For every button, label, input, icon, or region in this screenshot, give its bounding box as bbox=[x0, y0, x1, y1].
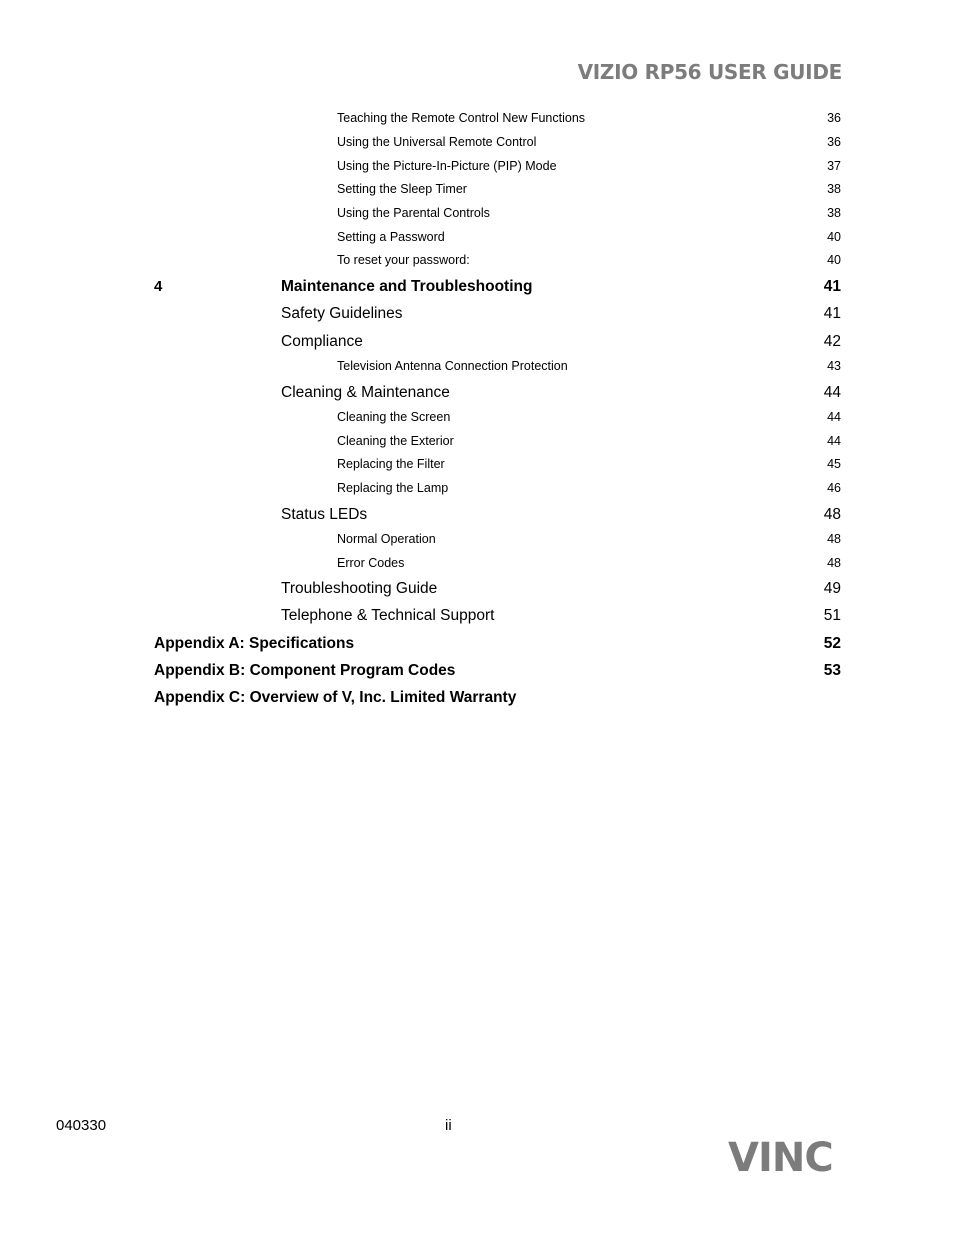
toc-entry-title: To reset your password: bbox=[337, 253, 470, 267]
toc-entry-title: Troubleshooting Guide bbox=[281, 580, 438, 597]
toc-entry-title: Replacing the Lamp bbox=[337, 481, 449, 495]
toc-entry-title: Using the Picture-In-Picture (PIP) Mode bbox=[337, 159, 557, 173]
toc-entry-title: Compliance bbox=[281, 333, 363, 350]
toc-entry[interactable] bbox=[0, 278, 954, 298]
toc-entry[interactable] bbox=[0, 159, 954, 179]
toc-entry-title: Appendix B: Component Program Codes bbox=[154, 662, 456, 679]
toc-entry-page: 44 bbox=[827, 434, 841, 448]
toc-entry-page: 44 bbox=[827, 410, 841, 424]
toc-entry[interactable] bbox=[0, 481, 954, 501]
toc-entry[interactable] bbox=[0, 662, 954, 682]
toc-entry-title: Teaching the Remote Control New Functions bbox=[337, 111, 586, 125]
toc-entry-title: Telephone & Technical Support bbox=[281, 607, 495, 624]
toc-entry[interactable] bbox=[0, 111, 954, 131]
toc-entry-title: Error Codes bbox=[337, 556, 405, 570]
toc-entry-page: 38 bbox=[827, 206, 841, 220]
toc-entry-title: Replacing the Filter bbox=[337, 457, 445, 471]
toc-entry-page: 53 bbox=[823, 662, 841, 679]
toc-entry-title: Using the Universal Remote Control bbox=[337, 135, 537, 149]
toc-entry[interactable] bbox=[0, 607, 954, 627]
toc-entry[interactable] bbox=[0, 253, 954, 273]
toc-entry[interactable] bbox=[0, 182, 954, 202]
toc-entry[interactable] bbox=[0, 532, 954, 552]
toc-entry-page: 49 bbox=[823, 580, 841, 597]
toc-entry-page: 41 bbox=[823, 305, 841, 322]
toc-entry-page: 48 bbox=[823, 506, 841, 523]
page-number: ii bbox=[445, 1117, 452, 1134]
toc-entry-title: Cleaning & Maintenance bbox=[281, 384, 450, 401]
toc-entry-title: Maintenance and Troubleshooting bbox=[281, 278, 533, 295]
toc-entry-page: 36 bbox=[827, 111, 841, 125]
toc-entry-title: Appendix A: Specifications bbox=[154, 635, 355, 652]
toc-entry-title: Setting the Sleep Timer bbox=[337, 182, 467, 196]
toc-entry[interactable] bbox=[0, 635, 954, 655]
toc-entry[interactable] bbox=[0, 305, 954, 325]
toc-entry[interactable] bbox=[0, 434, 954, 454]
toc-entry[interactable] bbox=[0, 230, 954, 250]
toc-entry-page: 51 bbox=[823, 607, 841, 624]
toc-entry[interactable] bbox=[0, 410, 954, 430]
toc-entry[interactable] bbox=[0, 206, 954, 226]
page-header-title: VIZIO RP56 USER GUIDE bbox=[577, 60, 842, 84]
toc-entry-title: Cleaning the Screen bbox=[337, 410, 451, 424]
toc-entry-page: 46 bbox=[827, 481, 841, 495]
toc-entry-page: 40 bbox=[827, 253, 841, 267]
toc-entry[interactable] bbox=[0, 689, 954, 709]
toc-entry-page: 37 bbox=[827, 159, 841, 173]
toc-entry-page: 45 bbox=[827, 457, 841, 471]
toc-entry-page: 42 bbox=[823, 333, 841, 350]
document-code: 040330 bbox=[56, 1117, 107, 1134]
toc-entry-title: Appendix C: Overview of V, Inc. Limited Warranty bbox=[154, 689, 517, 706]
toc-entry-title: Television Antenna Connection Protection bbox=[337, 359, 568, 373]
vinc-logo bbox=[728, 1138, 842, 1174]
toc-entry-title: Status LEDs bbox=[281, 506, 368, 523]
toc-entry[interactable] bbox=[0, 556, 954, 576]
toc-entry[interactable] bbox=[0, 580, 954, 600]
toc-entry-page: 36 bbox=[827, 135, 841, 149]
toc-entry-page: 44 bbox=[823, 384, 841, 401]
toc-entry-page: 48 bbox=[827, 556, 841, 570]
toc-entry[interactable] bbox=[0, 384, 954, 404]
toc-entry[interactable] bbox=[0, 506, 954, 526]
toc-entry[interactable] bbox=[0, 135, 954, 155]
toc-entry-page: 38 bbox=[827, 182, 841, 196]
toc-entry-page: 40 bbox=[827, 230, 841, 244]
toc-entry-page: 52 bbox=[823, 635, 841, 652]
toc-entry-page: 41 bbox=[823, 278, 841, 295]
toc-entry[interactable] bbox=[0, 457, 954, 477]
toc-entry[interactable] bbox=[0, 359, 954, 379]
toc-entry-title: Using the Parental Controls bbox=[337, 206, 490, 220]
toc-entry-number: 4 bbox=[154, 278, 163, 295]
toc-entry-title: Normal Operation bbox=[337, 532, 436, 546]
toc-entry-title: Cleaning the Exterior bbox=[337, 434, 454, 448]
toc-entry-page: 43 bbox=[827, 359, 841, 373]
vinc-logo-text: VINC bbox=[728, 1138, 833, 1174]
toc-entry-page: 48 bbox=[827, 532, 841, 546]
toc-entry-title: Setting a Password bbox=[337, 230, 445, 244]
toc-entry[interactable] bbox=[0, 333, 954, 353]
toc-entry-title: Safety Guidelines bbox=[281, 305, 403, 322]
